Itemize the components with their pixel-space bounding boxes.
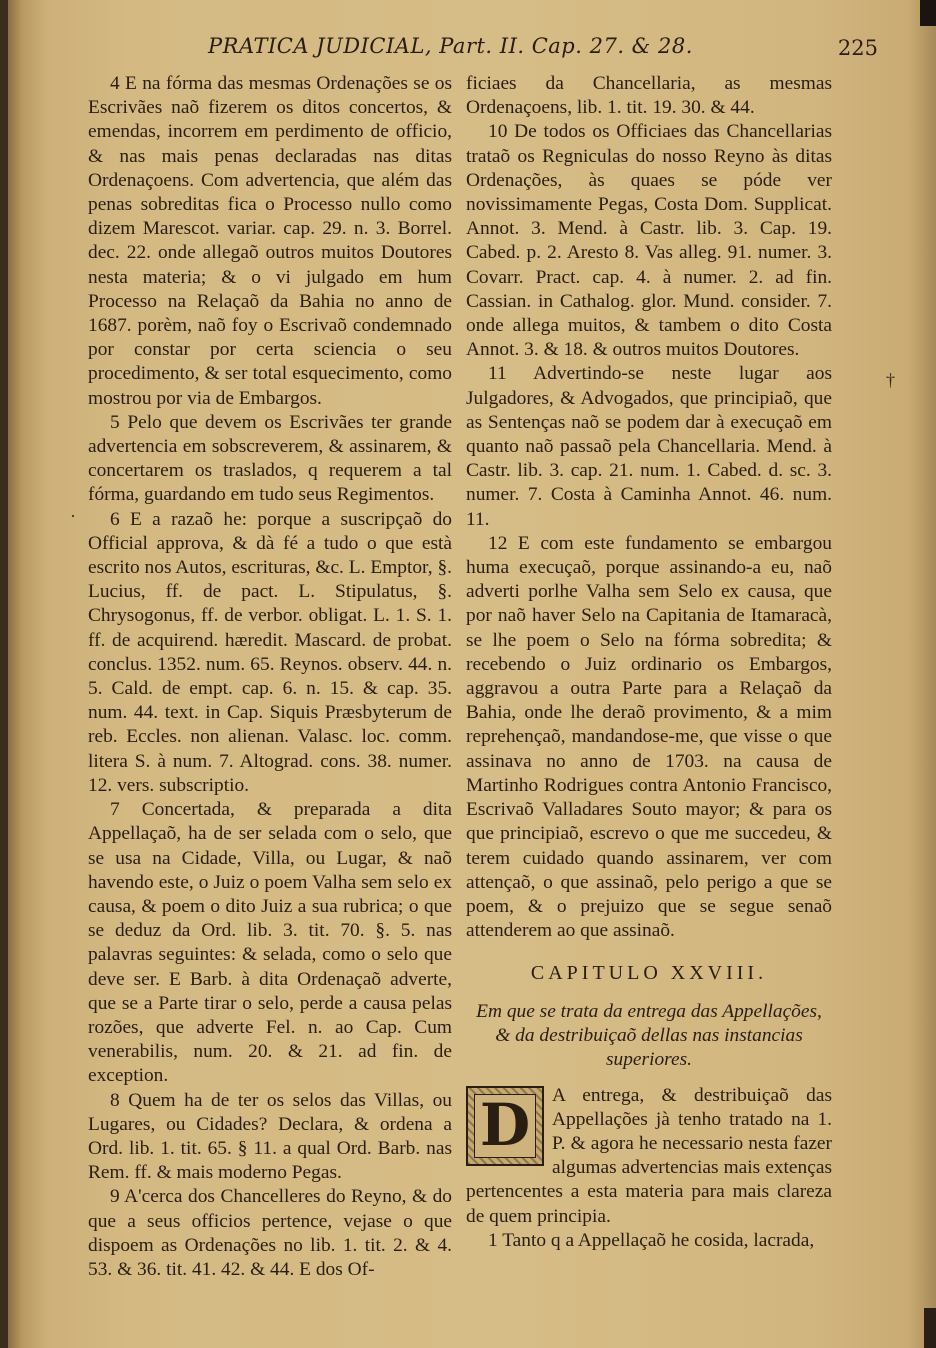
dropcap-letter: D <box>474 1094 536 1158</box>
paragraph: 4 E na fórma das mesmas Ordenações se os Escrivães naõ fizerem os ditos concertos, & emendas, incorrem em perdimento de officio, & nas mais penas declaradas nas ditas Ordenaçoens. Com advertencia, que além das penas sobreditas fica o Processo nullo como dizem Marescot. variar. cap. 29. n. 3. Borrel. dec. 22. onde allegaõ outros muitos Doutores nesta materia; & o vi julgado em hum Processo na Relaçaõ da Bahia no anno de 1687. porèm, naõ foy o Escrivaõ condemnado por constar por certa sciencia o seu procedimento, & ser total esquecimento, como mostrou por via de Embargos. <box>88 73 452 409</box>
margin-mark-icon: † <box>886 370 895 390</box>
page-number: 225 <box>837 36 878 60</box>
paragraph: 9 A'cerca dos Chancelleres do Reyno, & do que a seus officios pertence, vejase o que dispoem as Ordenações no lib. 1. tit. 2. & 4. 53. & 36. tit. 41. 42. & 44. E dos Of- <box>88 1186 452 1280</box>
margin-dot-icon: · <box>70 506 76 526</box>
paragraph: 8 Quem ha de ter os selos das Villas, ou Lugares, ou Cidades? Declara, & ordena a Ord. lib. 1. tit. 65. § 11. a qual Ord. Barb. nas Rem. ff. & mais moderno Pegas. <box>88 1089 452 1184</box>
chapter-heading: CAPITULO XXVIII. <box>530 962 768 985</box>
decorated-initial <box>466 1086 544 1166</box>
page-bottom-shadow <box>924 1308 936 1348</box>
paragraph: 1 Tanto q a Appellaçaõ he cosida, lacrada, <box>488 1229 815 1251</box>
left-column <box>88 72 452 1282</box>
paragraph: 7 Concertada, & preparada a dita Appellaçaõ, ha de ser selada com o selo, que se usa na Cidade, Villa, ou Lugar, & naõ havendo este, o Juiz o poem Valha sem selo ex causa, & poem o dito Juiz a sua rubrica; o que se deduz da Ord. lib. 3. tit. 70. §. 5. nas palavras seguintes: & selada, como o selo que deve ser. E Barb. à dita Ordenaçaõ adverte, que se a Parte tirar o selo, perde a causa pelas rozões, que adverte Fel. n. ao Cap. Cum venerabilis, num. 20. & 21. ad fin. de exception. <box>88 799 452 1087</box>
chapter-summary: Em que se trata da entrega das Appellações, & da destribuiçaõ dellas nas instancias superiores. <box>476 1000 822 1070</box>
paragraph: 6 E a razaõ he: porque a suscripçaõ do Official approva, & dà fé a tudo o que està escrito nos Autos, escrituras, &c. L. Emptor, §. Lucius, ff. de pact. L. Stipulatus, §. Chrysogonus, ff. de verbor. obligat. L. 1. S. 1. ff. de acquirend. hæredit. Mascard. de probat. conclus. 1352. num. 65. Reynos. observ. 44. n. 5. Cald. de empt. cap. 6. n. 15. & cap. 35. num. 44. text. in Cap. Siquis Præsbyterum de reb. Eccles. non alienan. Valasc. loc. comm. litera S. à num. 7. Altograd. cons. 38. numer. 12. vers. subscriptio. <box>88 508 452 796</box>
right-column <box>466 72 832 1253</box>
running-title: PRATICA JUDICIAL, Part. II. Cap. 27. & 28. <box>208 34 693 58</box>
paragraph: 12 E com este fundamento se embargou huma execuçaõ, porque assinando-a eu, naõ adverti porlhe Valha sem Selo ex causa, que por naõ haver Selo na Capitania de Itamaracà, se lhe poem o Selo na fórma sobredita; & recebendo o Juiz ordinario os Embargos, aggravou a outra Parte para a Relaçaõ da Bahia, onde lhe deraõ provimento, & a mim reprehençaõ, mandandose-me, que visse o que assinava no anno de 1703. na causa de Martinho Rodrigues contra Antonio Francisco, Escrivaõ Valladares Souto mayor; & para os que principiaõ, escrevo o que me succedeu, & terem cuidado quando assinarem, ver com attençaõ, o que assinaõ, pelo perigo a que se poem, & o prejuizo que se segue senaõ attenderem ao que assinaõ. <box>466 532 832 942</box>
paragraph: 10 De todos os Officiaes das Chancellarias trataõ os Regniculas do nosso Reyno às ditas Ordenações, às quaes se póde ver novissimamente Pegas, Costa Dom. Supplicat. Annot. 3. Mend. à Castr. lib. 3. Cap. 19. Cabed. p. 2. Aresto 8. Vas alleg. 91. numer. 3. Covarr. Pract. cap. 4. à numer. 2. ad fin. Cassian. in Cathalog. glor. Mund. consider. 7. onde allega muitos, & tambem o dito Costa Annot. 3. & 18. & outros muitos Doutores. <box>466 121 832 361</box>
page-corner-shadow <box>920 0 936 26</box>
paragraph-continuation: ficiaes da Chancellaria, as mesmas Ordenaçoens, lib. 1. tit. 19. 30. & 44. <box>466 73 832 119</box>
chapter-intro <box>466 1084 832 1229</box>
paragraph: 5 Pelo que devem os Escrivães ter grande advertencia em sobscreverem, & assinarem, & concertarem os traslados, q requerem a tal fórma, guardando em tudo seus Regimentos. <box>88 411 452 506</box>
chapter-intro-text: A entrega, & destribuiçaõ das Appellações jà tenho tratado na 1. P. & agora he necessario nesta fazer algumas advertencias mais extenças pertencentes a esta materia para mais clareza de quem principia. <box>466 1084 832 1227</box>
paragraph: 11 Advertindo-se neste lugar aos Julgadores, & Advogados, que principiaõ, que as Sentenças naõ se podem dar à execuçaõ em quanto naõ passaõ pela Chancellaria. Mend. à Castr. lib. 3. cap. 21. num. 1. Cabed. d. sc. 3. numer. 7. Costa à Caminha Annot. 46. num. 11. <box>466 363 832 530</box>
book-page <box>8 0 936 1348</box>
